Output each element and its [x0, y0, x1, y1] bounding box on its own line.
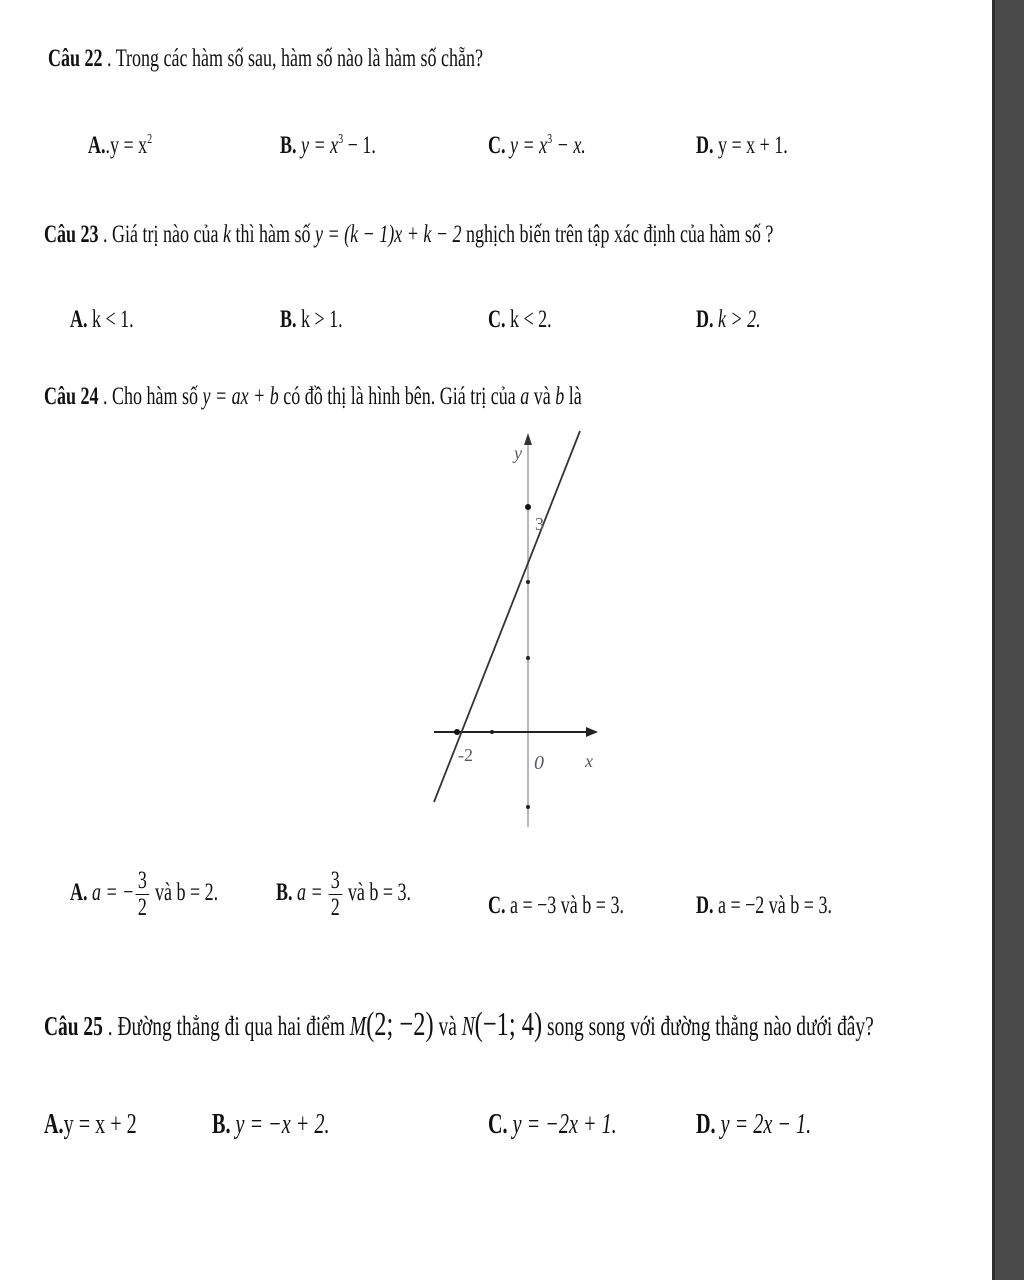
q24-option-c[interactable]: C. a = −3 và b = 3.	[488, 892, 624, 919]
function-line	[434, 431, 580, 802]
question-24-label: Câu 24	[44, 383, 99, 410]
q22-option-a[interactable]: $A..y = x^2$	[88, 132, 153, 159]
q23-option-c[interactable]: C. k < 2.	[488, 306, 552, 333]
question-22-text: . Trong các hàm số sau, hàm số nào là hàm số chẵn?	[102, 45, 483, 72]
x-axis-arrow	[586, 727, 598, 737]
y-intercept-point	[525, 504, 531, 510]
scrollbar-edge	[992, 0, 995, 1280]
question-23-label: Câu 23	[44, 221, 99, 248]
y-axis-label: y	[514, 443, 522, 463]
origin-label: 0	[534, 752, 544, 774]
x-intercept-label: -2	[458, 745, 473, 765]
q25-option-b[interactable]: B. y = −x + 2.	[212, 1109, 330, 1140]
q24-option-b[interactable]: B. a = $\frac{3}{2}$ và b = 3.	[276, 867, 412, 921]
question-22	[48, 44, 483, 74]
q24-option-d[interactable]: D. a = −2 và b = 3.	[696, 892, 832, 919]
y-intercept-label: 3	[535, 514, 544, 534]
q23-option-b[interactable]: B. k > 1.	[280, 306, 343, 333]
q23-option-a[interactable]: A. k < 1.	[70, 306, 134, 333]
y-tick	[526, 656, 530, 660]
fraction: $\frac{3}{2}$	[136, 868, 149, 921]
y-tick	[526, 805, 530, 809]
question-22-label: Câu 22	[48, 45, 103, 72]
q22-option-c[interactable]: C. $y = x^3 - x$.	[488, 132, 586, 159]
q24-option-a[interactable]: A. a = − $\frac{3}{2}$ và b = 2.	[70, 867, 219, 921]
question-23-formula: y = (k − 1)x + k − 2	[314, 221, 462, 248]
question-25-label: Câu 25	[44, 1011, 103, 1041]
scrollbar-track[interactable]	[992, 0, 1024, 1280]
question-24: Câu 24 . Cho hàm số y = ax + b có đồ thị là hình bên. Giá trị của a và b là	[44, 383, 582, 410]
q22-option-d[interactable]: D. y = x + 1.	[696, 132, 788, 159]
question-25: Câu 25 . Đường thẳng đi qua hai điểm M(2; −2) và N(−1; 4) song song với đường thẳng nào dưới đây?	[44, 1006, 874, 1043]
x-tick	[490, 730, 494, 734]
q23-option-d[interactable]: D. k > 2.	[696, 306, 761, 333]
q22-option-b[interactable]: B. $y = x^3 - 1$.	[280, 132, 376, 159]
x-axis-label: x	[585, 751, 593, 771]
y-axis-arrow	[524, 433, 532, 445]
fraction: $\frac{3}{2}$	[329, 868, 342, 921]
question-24-formula: y = ax + b	[202, 383, 279, 410]
q25-option-a[interactable]: A.y = x + 2	[44, 1109, 137, 1140]
q25-option-d[interactable]: D. y = 2x − 1.	[696, 1109, 812, 1140]
question-23: Câu 23 . Giá trị nào của k thì hàm số y = (k − 1)x + k − 2 nghịch biến trên tập xác định của hàm số ?	[44, 221, 774, 248]
q25-option-c[interactable]: C. y = −2x + 1.	[488, 1109, 617, 1140]
function-graph	[420, 425, 620, 835]
y-tick	[526, 580, 530, 584]
x-intercept-point	[454, 729, 460, 735]
